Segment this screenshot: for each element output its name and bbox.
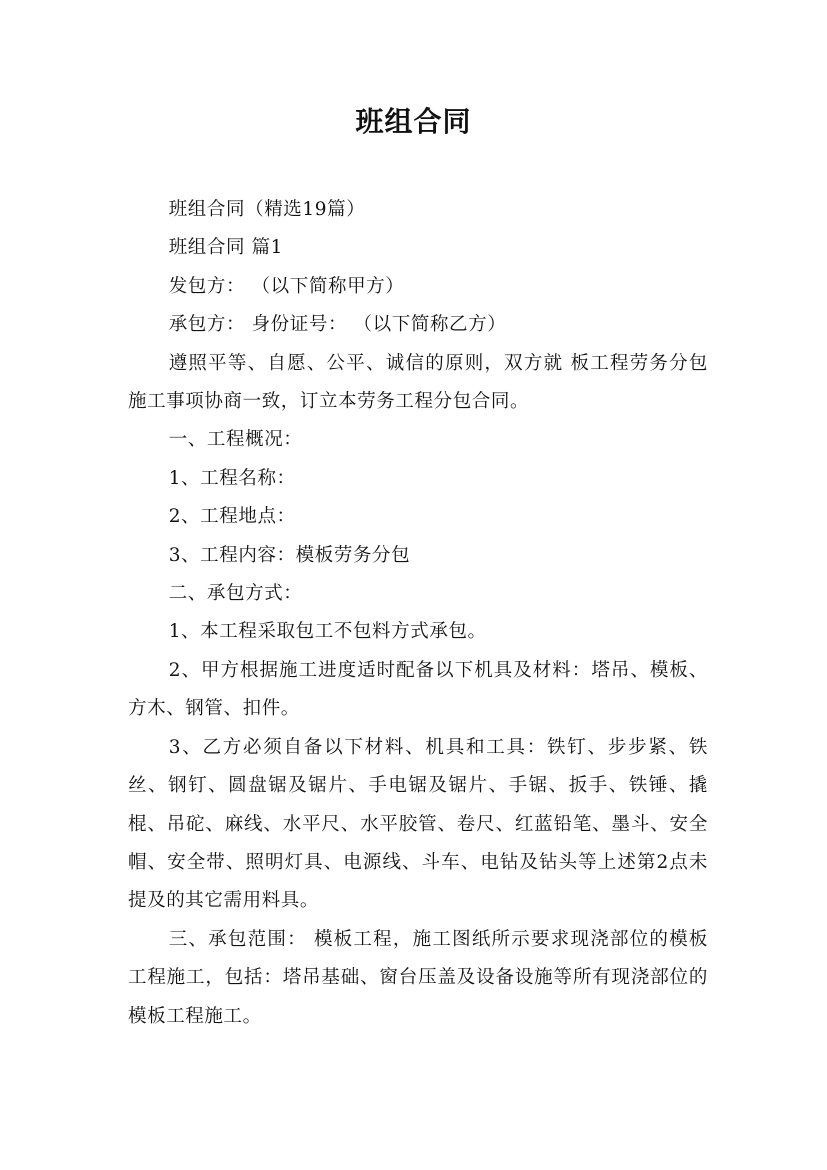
- paragraph-9: 3、工程内容：模板劳务分包: [168, 544, 411, 566]
- document-body: [128, 191, 708, 1036]
- paragraph-13: 3、乙方必须自备以下材料、机具和工具：铁钉、步步紧、铁丝、钢钉、圆盘锯及锯片、手电锯及锯片、手锯、扳手、铁锤、撬棍、吊砣、麻线、水平尺、水平胶管、卷尺、红蓝铅笔、墨斗、安全帽、安全带、照明灯具、电源线、斗车、电钻及钻头等上述第2点未提及的其它需用料具。: [128, 736, 708, 912]
- paragraph-2: 班组合同 篇1: [168, 237, 284, 259]
- paragraph-5: 遵照平等、自愿、公平、诚信的原则，双方就 板工程劳务分包施工事项协商一致，订立本劳务工程分包合同。: [128, 352, 708, 413]
- document-title: 班组合同: [355, 105, 472, 138]
- paragraph-1: 班组合同（精选19篇）: [168, 199, 366, 220]
- paragraph-14: 三、承包范围： 模板工程，施工图纸所示要求现浇部位的模板工程施工，包括：塔吊基础、窗台压盖及设备设施等所有现浇部位的模板工程施工。: [128, 928, 708, 1027]
- paragraph-7: 1、工程名称：: [168, 467, 296, 489]
- paragraph-11: 1、本工程采取包工不包料方式承包。: [168, 621, 487, 643]
- paragraph-3: 发包方： （以下简称甲方）: [168, 275, 405, 297]
- paragraph-4: 承包方： 身份证号： （以下简称乙方）: [168, 314, 507, 336]
- paragraph-12: 2、甲方根据施工进度适时配备以下机具及材料：塔吊、模板、方木、钢管、扣件。: [128, 659, 708, 720]
- paragraph-10: 二、承包方式：: [168, 583, 303, 605]
- paragraph-8: 2、工程地点：: [168, 506, 296, 528]
- paragraph-6: 一、工程概况：: [168, 429, 303, 451]
